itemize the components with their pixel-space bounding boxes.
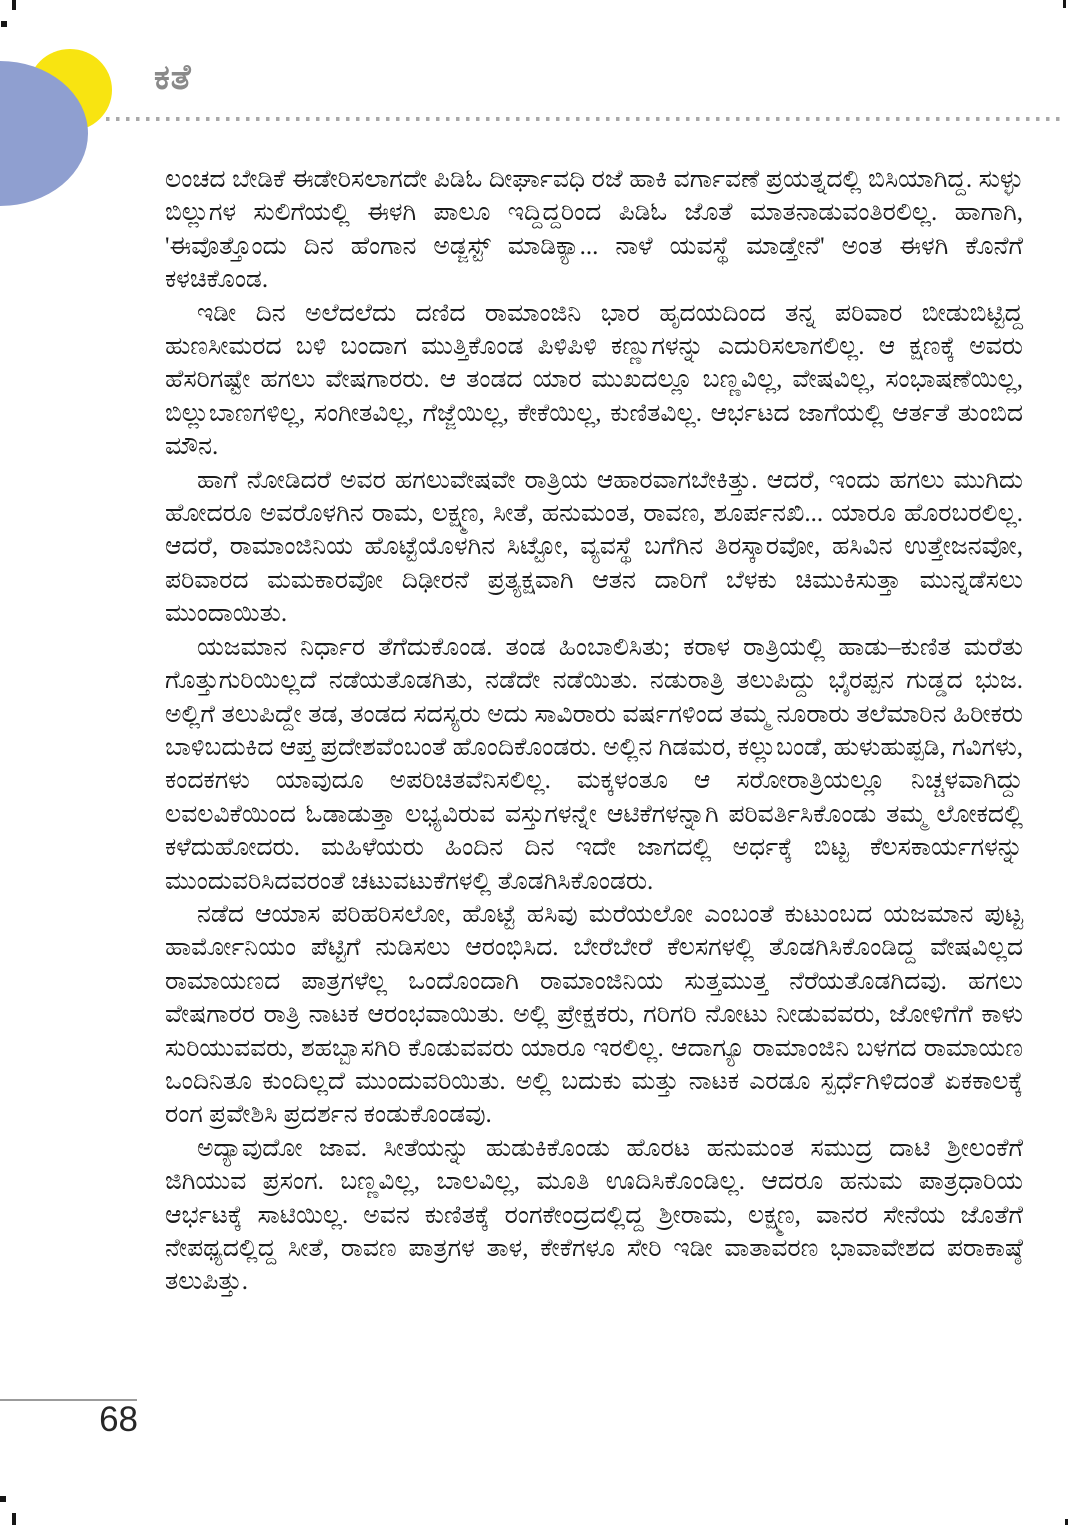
crop-mark-top-left-tick [12, 0, 16, 10]
section-title: ಕತೆ [154, 58, 192, 97]
story-paragraph: ಹಾಗೆ ನೋಡಿದರೆ ಅವರ ಹಗಲುವೇಷವೇ ರಾತ್ರಿಯ ಆಹಾರವಾಗಬೇಕಿತ್ತು. ಆದರೆ, ಇಂದು ಹಗಲು ಮುಗಿದು ಹೋದರೂ ಅವರೊಳಗಿನ ರಾಮ, ಲಕ್ಷ್ಮಣ, ಸೀತೆ, ಹನುಮಂತ, ರಾವಣ, ಶೂರ್ಪನಖಿ... ಯಾರೂ ಹೊರಬರಲಿಲ್ಲ. ಆದರೆ, ರಾಮಾಂಜಿನಿಯ ಹೊಟ್ಟೆಯೊಳಗಿನ ಸಿಟ್ಟೋ, ವ್ಯವಸ್ಥೆ ಬಗೆಗಿನ ತಿರಸ್ಕಾರವೋ, ಹಸಿವಿನ ಉತ್ತೇಜನವೋ, ಪರಿವಾರದ ಮಮಕಾರವೋ ದಿಢೀರನೆ ಪ್ರತ್ಯಕ್ಷವಾಗಿ ಆತನ ದಾರಿಗೆ ಬೆಳಕು ಚಿಮುಕಿಸುತ್ತಾ ಮುನ್ನಡೆಸಲು ಮುಂದಾಯಿತು. [165, 466, 1023, 628]
dotted-divider [106, 117, 1066, 121]
story-paragraph: ನಡೆದ ಆಯಾಸ ಪರಿಹರಿಸಲೋ, ಹೊಟ್ಟೆ ಹಸಿವು ಮರೆಯಲೋ ಎಂಬಂತೆ ಕುಟುಂಬದ ಯಜಮಾನ ಪುಟ್ಟ ಹಾರ್ಮೋನಿಯಂ ಪೆಟ್ಟಿಗೆ ನುಡಿಸಲು ಆರಂಭಿಸಿದ. ಬೇರೆಬೇರೆ ಕೆಲಸಗಳಲ್ಲಿ ತೊಡಗಿಸಿಕೊಂಡಿದ್ದ ವೇಷವಿಲ್ಲದ ರಾಮಾಯಣದ ಪಾತ್ರಗಳೆಲ್ಲ ಒಂದೊಂದಾಗಿ ರಾಮಾಂಜಿನಿಯ ಸುತ್ತಮುತ್ತ ನೆರೆಯತೊಡಗಿದವು. ಹಗಲು ವೇಷಗಾರರ ರಾತ್ರಿ ನಾಟಕ ಆರಂಭವಾಯಿತು. ಅಲ್ಲಿ ಪ್ರೇಕ್ಷಕರು, ಗರಿಗರಿ ನೋಟು ನೀಡುವವರು, ಜೋಳಿಗೆಗೆ ಕಾಳು ಸುರಿಯುವವರು, ಶಹಬ್ಬಾಸಗಿರಿ ಕೊಡುವವರು ಯಾರೂ ಇರಲಿಲ್ಲ. ಆದಾಗ್ಯೂ ರಾಮಾಂಜಿನಿ ಬಳಗದ ರಾಮಾಯಣ ಒಂದಿನಿತೂ ಕುಂದಿಲ್ಲದೆ ಮುಂದುವರಿಯಿತು. ಅಲ್ಲಿ ಬದುಕು ಮತ್ತು ನಾಟಕ ಎರಡೂ ಸ್ಪರ್ಧೆಗಿಳಿದಂತೆ ಏಕಕಾಲಕ್ಕೆ ರಂಗ ಪ್ರವೇಶಿಸಿ ಪ್ರದರ್ಶನ ಕಂಡುಕೊಂಡವು. [165, 900, 1023, 1129]
crop-mark-bottom-left-tick [12, 1513, 16, 1525]
story-paragraph: ಲಂಚದ ಬೇಡಿಕೆ ಈಡೇರಿಸಲಾಗದೇ ಪಿಡಿಓ ದೀರ್ಘಾವಧಿ ರಜೆ ಹಾಕಿ ವರ್ಗಾವಣೆ ಪ್ರಯತ್ನದಲ್ಲಿ ಬಿಸಿಯಾಗಿದ್ದ. ಸುಳ್ಳು ಬಿಲ್ಲುಗಳ ಸುಲಿಗೆಯಲ್ಲಿ ಈಳಗಿ ಪಾಲೂ ಇದ್ದಿದ್ದರಿಂದ ಪಿಡಿಓ ಜೊತೆ ಮಾತನಾಡುವಂತಿರಲಿಲ್ಲ. ಹಾಗಾಗಿ, 'ಈವೊತ್ತೊಂದು ದಿನ ಹೆಂಗಾನ ಅಡ್ಜಸ್ಟ್ ಮಾಡಿಕ್ಯಾ... ನಾಳೆ ಯವಸ್ಥೆ ಮಾಡ್ತೇನೆ' ಅಂತ ಈಳಗಿ ಕೊನೆಗೆ ಕಳಚಿಕೊಂಡ. [165, 166, 1023, 294]
story-paragraph: ಯಜಮಾನ ನಿರ್ಧಾರ ತೆಗೆದುಕೊಂಡ. ತಂಡ ಹಿಂಬಾಲಿಸಿತು; ಕರಾಳ ರಾತ್ರಿಯಲ್ಲಿ ಹಾಡು–ಕುಣಿತ ಮರೆತು ಗೊತ್ತುಗುರಿಯಿಲ್ಲದೆ ನಡೆಯತೊಡಗಿತು, ನಡೆದೇ ನಡೆಯಿತು. ನಡುರಾತ್ರಿ ತಲುಪಿದ್ದು ಭೈರಪ್ಪನ ಗುಡ್ಡದ ಭುಜ. ಅಲ್ಲಿಗೆ ತಲುಪಿದ್ದೇ ತಡ, ತಂಡದ ಸದಸ್ಯರು ಅದು ಸಾವಿರಾರು ವರ್ಷಗಳಿಂದ ತಮ್ಮ ನೂರಾರು ತಲೆಮಾರಿನ ಹಿರೀಕರು ಬಾಳಿಬದುಕಿದ ಆಪ್ತ ಪ್ರದೇಶವೆಂಬಂತೆ ಹೊಂದಿಕೊಂಡರು. ಅಲ್ಲಿನ ಗಿಡಮರ, ಕಲ್ಲುಬಂಡೆ, ಹುಳುಹುಪ್ಪಡಿ, ಗವಿಗಳು, ಕಂದಕಗಳು ಯಾವುದೂ ಅಪರಿಚಿತವೆನಿಸಲಿಲ್ಲ. ಮಕ್ಕಳಂತೂ ಆ ಸರೋರಾತ್ರಿಯಲ್ಲೂ ನಿಚ್ಚಳವಾಗಿದ್ದು ಲವಲವಿಕೆಯಿಂದ ಓಡಾಡುತ್ತಾ ಲಭ್ಯವಿರುವ ವಸ್ತುಗಳನ್ನೇ ಆಟಿಕೆಗಳನ್ನಾಗಿ ಪರಿವರ್ತಿಸಿಕೊಂಡು ತಮ್ಮ ಲೋಕದಲ್ಲಿ ಕಳೆದುಹೋದರು. ಮಹಿಳೆಯರು ಹಿಂದಿನ ದಿನ ಇದೇ ಜಾಗದಲ್ಲಿ ಅರ್ಧಕ್ಕೆ ಬಿಟ್ಟ ಕೆಲಸಕಾರ್ಯಗಳನ್ನು ಮುಂದುವರಿಸಿದವರಂತೆ ಚಟುವಟುಕೆಗಳಲ್ಲಿ ತೊಡಗಿಸಿಕೊಂಡರು. [165, 633, 1023, 895]
story-paragraph: ಇಡೀ ದಿನ ಅಲೆದಲೆದು ದಣಿದ ರಾಮಾಂಜಿನಿ ಭಾರ ಹೃದಯದಿಂದ ತನ್ನ ಪರಿವಾರ ಬೀಡುಬಿಟ್ಟಿದ್ದ ಹುಣಸೀಮರದ ಬಳಿ ಬಂದಾಗ ಮುತ್ತಿಕೊಂಡ ಪಿಳಿಪಿಳಿ ಕಣ್ಣುಗಳನ್ನು ಎದುರಿಸಲಾಗಲಿಲ್ಲ. ಆ ಕ್ಷಣಕ್ಕೆ ಅವರು ಹೆಸರಿಗಷ್ಟೇ ಹಗಲು ವೇಷಗಾರರು. ಆ ತಂಡದ ಯಾರ ಮುಖದಲ್ಲೂ ಬಣ್ಣವಿಲ್ಲ, ವೇಷವಿಲ್ಲ, ಸಂಭಾಷಣೆಯಿಲ್ಲ, ಬಿಲ್ಲುಬಾಣಗಳಿಲ್ಲ, ಸಂಗೀತವಿಲ್ಲ, ಗೆಜ್ಜೆಯಿಲ್ಲ, ಕೇಕೆಯಿಲ್ಲ, ಕುಣಿತವಿಲ್ಲ. ಆರ್ಭಟದ ಜಾಗೆಯಲ್ಲಿ ಆರ್ತತೆ ತುಂಬಿದ ಮೌನ. [165, 299, 1023, 461]
page-number: 68 [99, 1400, 138, 1439]
story-text-block [165, 163, 1023, 1299]
crop-mark-top-right-tick [1063, 0, 1066, 8]
crop-mark-bottom-right-tick [1065, 1519, 1068, 1525]
story-paragraph: ಅದ್ಯಾವುದೋ ಜಾವ. ಸೀತೆಯನ್ನು ಹುಡುಕಿಕೊಂಡು ಹೊರಟ ಹನುಮಂತ ಸಮುದ್ರ ದಾಟಿ ಶ್ರೀಲಂಕೆಗೆ ಜಿಗಿಯುವ ಪ್ರಸಂಗ. ಬಣ್ಣವಿಲ್ಲ, ಬಾಲವಿಲ್ಲ, ಮೂತಿ ಊದಿಸಿಕೊಂಡಿಲ್ಲ. ಆದರೂ ಹನುಮ ಪಾತ್ರಧಾರಿಯ ಆರ್ಭಟಕ್ಕೆ ಸಾಟಿಯಿಲ್ಲ. ಅವನ ಕುಣಿತಕ್ಕೆ ರಂಗಕೇಂದ್ರದಲ್ಲಿದ್ದ ಶ್ರೀರಾಮ, ಲಕ್ಷ್ಮಣ, ವಾನರ ಸೇನೆಯ ಜೊತೆಗೆ ನೇಪಥ್ಯದಲ್ಲಿದ್ದ ಸೀತೆ, ರಾವಣ ಪಾತ್ರಗಳ ತಾಳ, ಕೇಕೆಗಳೂ ಸೇರಿ ಇಡೀ ವಾತಾವರಣ ಭಾವಾವೇಶದ ಪರಾಕಾಷ್ಠೆ ತಲುಪಿತ್ತು. [165, 1134, 1023, 1296]
crop-mark-bottom-left-square [0, 1496, 6, 1502]
crop-mark-top-left-square [1, 21, 7, 27]
